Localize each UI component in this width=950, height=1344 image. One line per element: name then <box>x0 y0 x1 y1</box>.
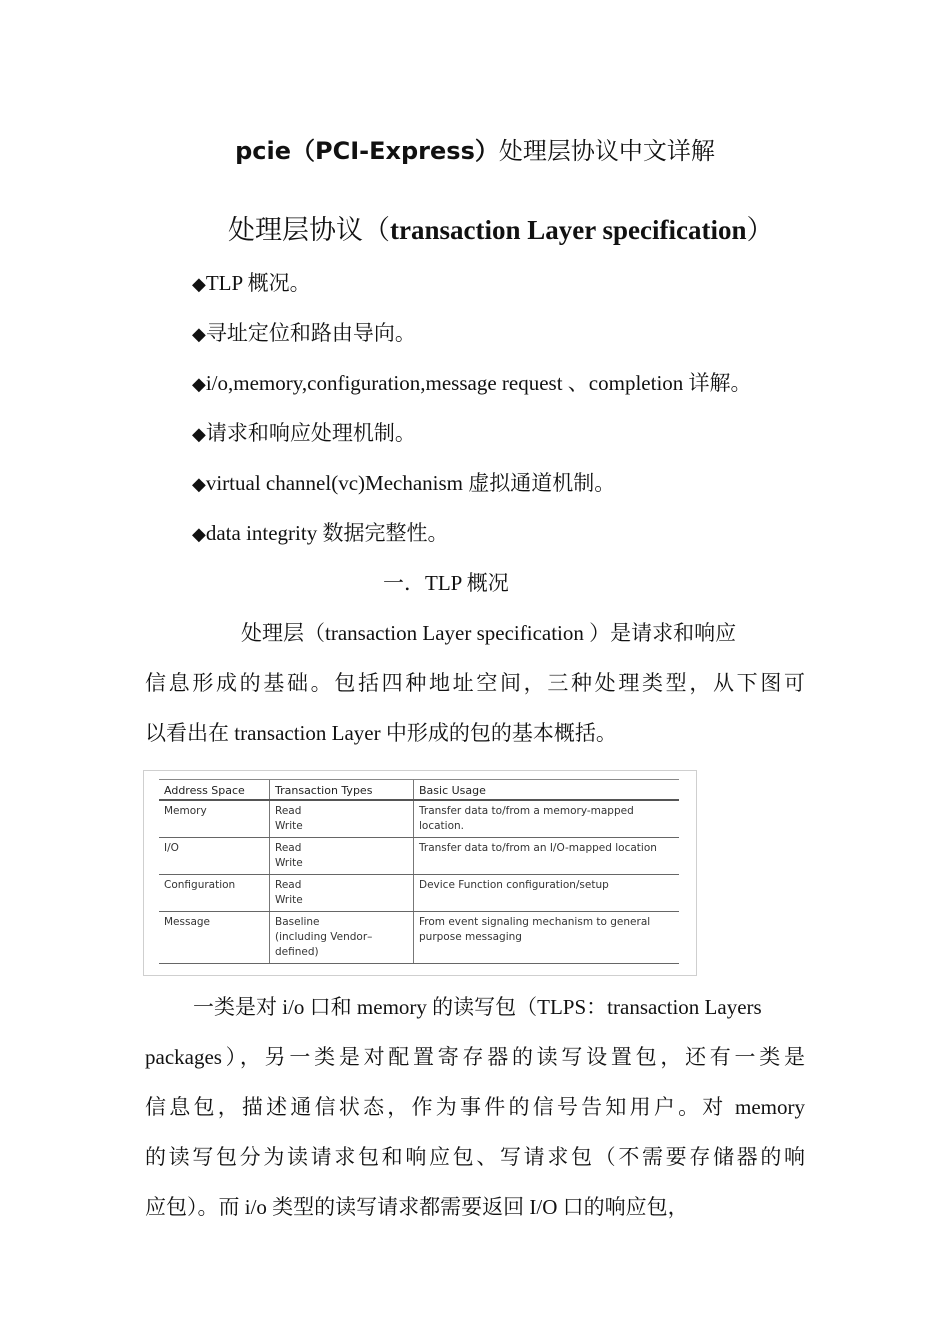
transaction-types-table <box>159 779 679 964</box>
table-row <box>159 912 679 964</box>
basic-usage-cell: From event signaling mechanism to general purpose messaging <box>414 912 680 964</box>
table-row <box>159 875 679 912</box>
paragraph-line: 信息形成的基础。包括四种地址空间，三种处理类型，从下图可 <box>145 671 805 695</box>
bullet-item <box>192 268 311 300</box>
section-subtitle <box>228 212 773 249</box>
diamond-bullet-icon: ◆ <box>192 374 206 395</box>
bullet-item <box>192 368 752 400</box>
diamond-bullet-icon: ◆ <box>192 324 206 345</box>
transaction-types-cell: Baseline (including Vendor– defined) <box>270 912 414 964</box>
bullet-item <box>192 418 416 450</box>
subtitle-end: ） <box>746 215 774 246</box>
diamond-bullet-icon: ◆ <box>192 524 206 545</box>
table-row <box>159 838 679 875</box>
bullet-text: 寻址定位和路由导向。 <box>205 321 416 345</box>
transaction-types-cell: Read Write <box>270 838 414 875</box>
section-heading: 一．TLP 概况 <box>383 571 509 595</box>
paragraph-packets <box>145 982 805 1232</box>
table-header-row <box>159 780 679 801</box>
address-space-cell: Message <box>159 912 270 964</box>
basic-usage-cell: Device Function configuration/setup <box>414 875 680 912</box>
transaction-types-cell: Read Write <box>270 800 414 838</box>
paragraph-line: 的读写包分为读请求包和响应包、写请求包（不需要存储器的响 <box>145 1145 805 1169</box>
title-chinese: 处理层协议中文详解 <box>498 137 715 165</box>
paragraph-line: 应包）。而 i/o 类型的读写请求都需要返回 I/O 口的响应包， <box>145 1195 689 1219</box>
paragraph-intro <box>145 608 805 758</box>
column-header: Basic Usage <box>414 780 680 801</box>
address-space-cell: I/O <box>159 838 270 875</box>
bullet-text: data integrity 数据完整性。 <box>205 521 449 545</box>
address-space-cell: Configuration <box>159 875 270 912</box>
subtitle-chinese: 处理层协议（ <box>228 215 390 246</box>
bullet-text: TLP 概况。 <box>205 271 311 295</box>
basic-usage-cell: Transfer data to/from an I/O-mapped location <box>414 838 680 875</box>
bullet-text: 请求和响应处理机制。 <box>205 421 416 445</box>
diamond-bullet-icon: ◆ <box>192 274 206 295</box>
title-latin: pcie（PCI-Express） <box>235 137 499 165</box>
basic-usage-cell: Transfer data to/from a memory-mapped location. <box>414 800 680 838</box>
bullet-text: virtual channel(vc)Mechanism 虚拟通道机制。 <box>205 471 616 495</box>
transaction-types-figure <box>143 770 697 976</box>
table-row <box>159 800 679 838</box>
column-header: Transaction Types <box>270 780 414 801</box>
address-space-cell: Memory <box>159 800 270 838</box>
paragraph-line: packages），另一类是对配置寄存器的读写设置包，还有一类是 <box>145 1045 805 1069</box>
bullet-item <box>192 468 615 500</box>
bullet-text: i/o,memory,configuration,message request 、completion 详解。 <box>205 371 752 395</box>
paragraph-line: 处理层（transaction Layer specification ）是请求和响应 <box>241 621 737 645</box>
subtitle-bold: transaction Layer specification <box>390 215 747 245</box>
column-header: Address Space <box>159 780 270 801</box>
bullet-item <box>192 318 416 350</box>
diamond-bullet-icon: ◆ <box>192 474 206 495</box>
bullet-item <box>192 518 448 550</box>
transaction-types-cell: Read Write <box>270 875 414 912</box>
document-title <box>0 134 950 168</box>
paragraph-line: 一类是对 i/o 口和 memory 的读写包（TLPS：transaction Layers <box>193 995 762 1019</box>
paragraph-line: 信息包，描述通信状态，作为事件的信号告知用户。对 memory <box>145 1095 805 1119</box>
diamond-bullet-icon: ◆ <box>192 424 206 445</box>
paragraph-line: 以看出在 transaction Layer 中形成的包的基本概括。 <box>145 721 617 745</box>
